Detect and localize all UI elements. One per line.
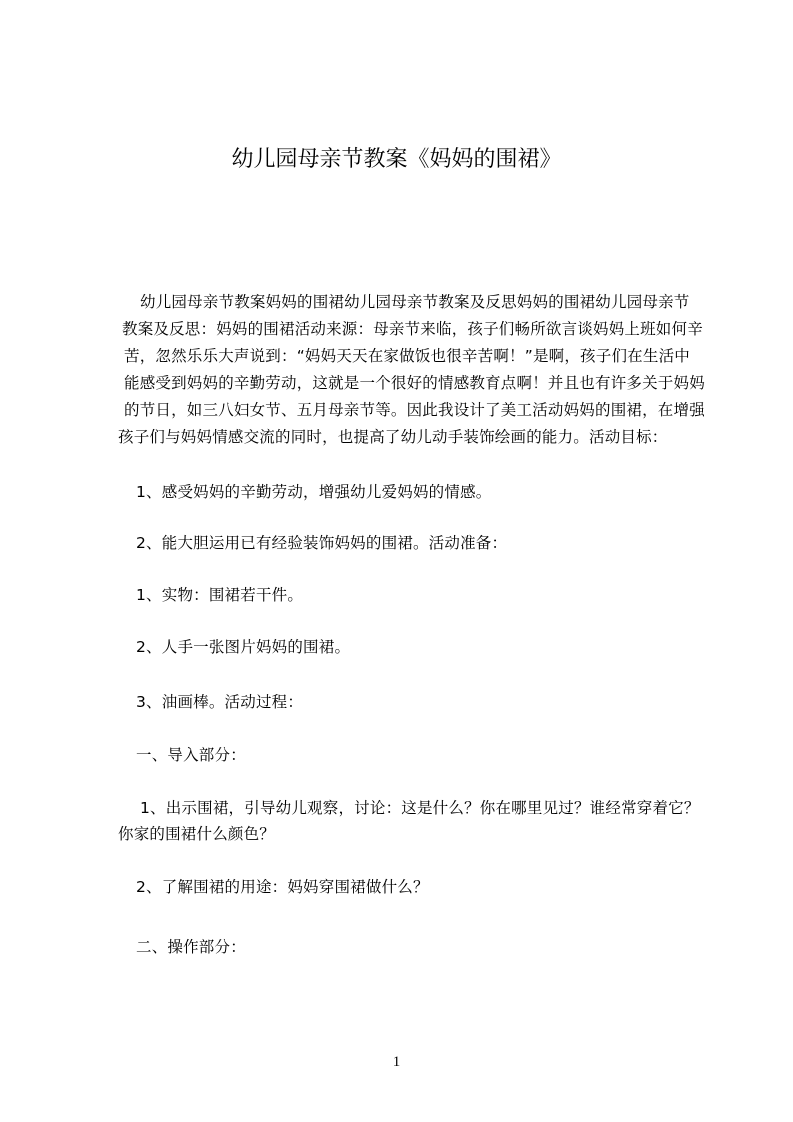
section-heading: 一、导入部分： <box>136 746 246 764</box>
list-item: 3、油画棒。活动过程： <box>136 693 304 711</box>
page-number: 1 <box>392 1054 401 1070</box>
paragraph-line: 苦，忽然乐乐大声说到：“妈妈天天在家做饭也很辛苦啊！”是啊，孩子们在生活中 <box>124 347 690 365</box>
section-heading: 二、操作部分： <box>136 938 246 956</box>
paragraph-line: 的节日，如三八妇女节、五月母亲节等。因此我设计了美工活动妈妈的围裙，在增强 <box>124 401 705 419</box>
list-item: 2、能大胆运用已有经验装饰妈妈的围裙。活动准备： <box>136 534 508 552</box>
list-item: 1、感受妈妈的辛勤劳动，增强幼儿爱妈妈的情感。 <box>136 483 492 501</box>
paragraph-line: 教案及反思：妈妈的围裙活动来源：母亲节来临，孩子们畅所欲言谈妈妈上班如何辛 <box>122 320 703 338</box>
list-item: 2、了解围裙的用途：妈妈穿围裙做什么？ <box>136 878 429 896</box>
list-item: 你家的围裙什么颜色？ <box>118 825 276 843</box>
document-title: 幼儿园母亲节教案《妈妈的围裙》 <box>231 147 562 172</box>
list-item: 1、出示围裙，引导幼儿观察，讨论：这是什么？你在哪里见过？谁经常穿着它？ <box>140 799 700 817</box>
list-item: 1、实物：围裙若干件。 <box>136 586 304 604</box>
paragraph-line: 孩子们与妈妈情感交流的同时，也提高了幼儿动手装饰绘画的能力。活动目标： <box>118 428 668 446</box>
paragraph-line: 幼儿园母亲节教案妈妈的围裙幼儿园母亲节教案及反思妈妈的围裙幼儿园母亲节 <box>140 293 690 311</box>
list-item: 2、人手一张图片妈妈的围裙。 <box>136 638 351 656</box>
paragraph-line: 能感受到妈妈的辛勤劳动，这就是一个很好的情感教育点啊！并且也有许多关于妈妈 <box>124 374 705 392</box>
